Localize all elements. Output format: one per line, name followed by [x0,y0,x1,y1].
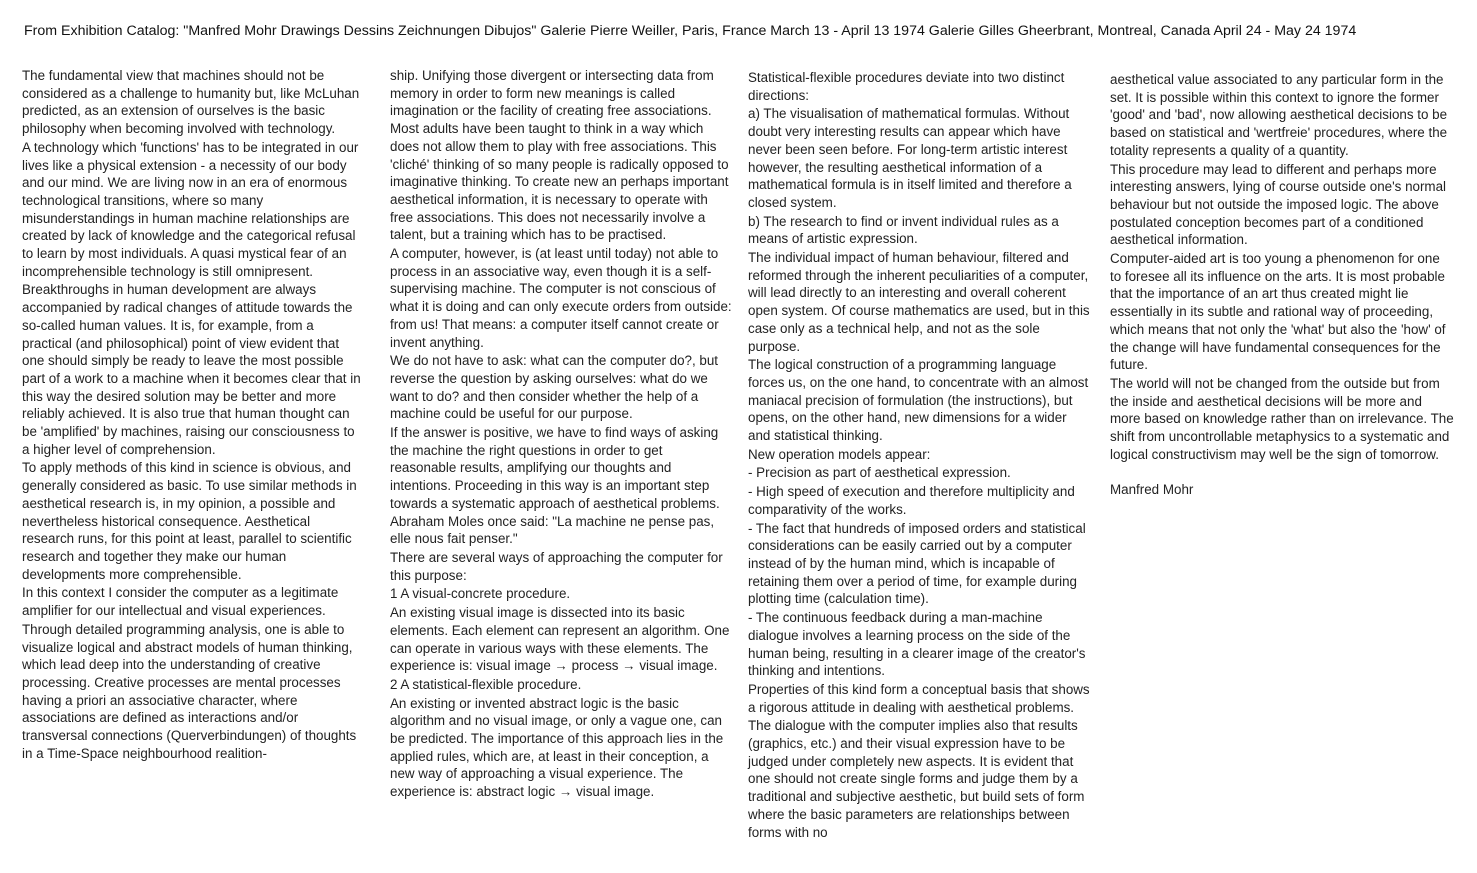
paragraph: To apply methods of this kind in science is obvious, and generally considered as basic. To use similar methods in aesthetical research is, in my opinion, a possible and nevertheless historical consequence. Aesthetical research runs, for this point at least, parallel to scientific research and together they make our human developments more comprehensible. [22,460,357,582]
paragraph: New operation models appear: [748,446,931,462]
paragraph: A computer, however, is (at least until today) not able to process in an associative way, even though it is a self-supervising machine. The computer is not conscious of what it is doing and can only execute orders from outside: from us! That means: a computer itself cannot create or invent anything. [390,246,732,350]
text-column-3 [748,69,1090,842]
paragraph: aesthetical value associated to any particular form in the set. It is possible within this context to ignore the former 'good' and 'bad', now allowing aesthetical decisions to be based on statistical and 'wertfreie' procedures, where the totality represents a quality of a quantity. [1110,72,1448,158]
paragraph: - The fact that hundreds of imposed orders and statistical considerations can be easily carried out by a computer instead of by the human mind, which is incapable of retaining them over a period of time, for example during plotting time (calculation time). [748,520,1086,607]
paragraph: A technology which 'functions' has to be integrated in our lives like a physical extension - a necessity of our body and our mind. We are living now in an era of enormous technological transitions, where so many misunderstandings in human machine relationships are created by lack of knowledge and the categorical refusal to learn by most individuals. A quasi mystical fear of an incomprehensible technology is still omnipresent. [22,139,359,279]
paragraph: There are several ways of approaching the computer for this purpose: [390,549,723,583]
paragraph: a) The visualisation of mathematical formulas. Without doubt very interesting results can appear which have never been seen before. For long-term artistic interest however, the resulting aesthetical information of a mathematical formula is in itself limited and therefore a closed system. [748,106,1072,210]
catalog-header: From Exhibition Catalog: "Manfred Mohr Drawings Dessins Zeichnungen Dibujos" Galerie Pierre Weiller, Paris, France March 13 - April 13 1974 Galerie Gilles Gheerbrant, Montreal, Canada April 24 - May 24 1974 [24,23,1357,39]
paragraph: 1 A visual-concrete procedure. [390,586,571,602]
paragraph: Computer-aided art is too young a phenomenon for one to foresee all its influence on the arts. It is most probable that the importance of an art thus created might lie essentially in its subtle and rational way of proceeding, which means that not only the 'what' but also the 'how' of the change will have fundamental consequences for the future. [1110,251,1446,373]
paragraph: - High speed of execution and therefore multiplicity and comparativity of the works. [748,484,1075,517]
paragraph: The dialogue with the computer implies also that results (graphics, etc.) and their visual expression have to be judged under completely new aspects. It is evident that one should not create single forms and judge them by a traditional and subjective aesthetic, but build sets of form where the basic parameters are relationships between forms with no [748,718,1085,840]
paragraph: Statistical-flexible procedures deviate into two distinct directions: [748,70,1065,103]
paragraph: An existing visual image is dissected into its basic elements. Each element can represent an algorithm. One can operate in various ways with these elements. The experience is: visual image → process → visual image. [390,605,730,674]
paragraph: b) The research to find or invent individual rules as a means of artistic expression. [748,213,1059,247]
paragraph: - Precision as part of aesthetical expression. [748,465,1011,481]
paragraph: The individual impact of human behaviour, filtered and reformed through the inherent peculiarities of a computer, will lead directly to an interesting and overall coherent open system. Of course mathematics are used, but in this case only as a technical help, and not as the sole purpose. [748,250,1090,354]
paragraph: The logical construction of a programming language forces us, on the one hand, to concentrate with an almost maniacal precision of formulation (the instructions), but opens, on the other hand, new dimensions for a wider and statistical thinking. [748,357,1089,444]
paragraph: Breakthroughs in human development are always accompanied by radical changes of attitude towards the so-called human values. It is, for example, from a practical (and philosophical) point of view evident that one should simply be ready to leave the most possible part of a work to a machine when it becomes clear that in this way the desired solution may be better and more reliably achieved. It is also true that human thought can be 'amplified' by machines, raising our consciousness to a higher level of comprehension. [22,282,361,457]
paragraph: ship. Unifying those divergent or intersecting data from memory in order to form new meanings is called imagination or the facility of creating free associations. Most adults have been taught to think in a way which does not allow them to play with free associations. This 'cliché' thinking of so many people is radically opposed to imaginative thinking. To create new an perhaps important aesthetical information, it is necessary to operate with free associations. This does not necessarily involve a talent, but a training which has to be practised. [390,68,729,243]
text-column-1 [22,67,362,763]
text-column-4 [1110,71,1454,500]
paragraph: Through detailed programming analysis, one is able to visualize logical and abstract models of human thinking, which lead deep into the understanding of creative processing. Creative processes are mental processes having a priori an associative character, where associations are defined as interactions and/or transversal connections (Querverbindungen) of thoughts in a Time-Space neighbourhood realition- [22,621,357,761]
text-column-2 [390,67,732,802]
author-signature: Manfred Mohr [1110,482,1194,498]
paragraph: This procedure may lead to different and perhaps more interesting answers, lying of course outside one's normal behaviour but not outside the imposed logic. The above postulated conception becomes part of a conditioned aesthetical information. [1110,161,1447,248]
paragraph: In this context I consider the computer as a legitimate amplifier for our intellectual and visual experiences. [22,585,339,619]
paragraph: We do not have to ask: what can the computer do?, but reverse the question by asking ourselves: what do we want to do? and then consider whether the help of a machine could be useful for our purpose. [390,353,719,422]
paragraph: 2 A statistical-flexible procedure. [390,676,582,692]
paragraph: If the answer is positive, we have to find ways of asking the machine the right questions in order to get reasonable results, amplifying our thoughts and intentions. Proceeding in this way is an important step towards a systematic approach of aesthetical problems. Abraham Moles once said: "La machine ne pense pas, elle nous fait penser." [390,425,720,547]
paragraph: - The continuous feedback during a man-machine dialogue involves a learning process on the side of the human being, resulting in a clearer image of the creator's thinking and intentions. [748,610,1086,679]
paragraph: Properties of this kind form a conceptual basis that shows a rigorous attitude in dealing with aesthetical problems. [748,681,1090,715]
paragraph: The world will not be changed from the outside but from the inside and aesthetical decisions will be more and more based on knowledge rather than on irrelevance. The shift from uncontrollable metaphysics to a systematic and logical constructivism may well be the sign of tomorrow. [1110,375,1454,462]
paragraph: The fundamental view that machines should not be considered as a challenge to humanity but, like McLuhan predicted, as an extension of ourselves is the basic philosophy when becoming involved with technology. [22,68,360,137]
paragraph: An existing or invented abstract logic is the basic algorithm and no visual image, or only a vague one, can be predicted. The importance of this approach lies in the applied rules, which are, at least in their conception, a new way of approaching a visual experience. The experience is: abstract logic → visual image. [390,695,724,800]
